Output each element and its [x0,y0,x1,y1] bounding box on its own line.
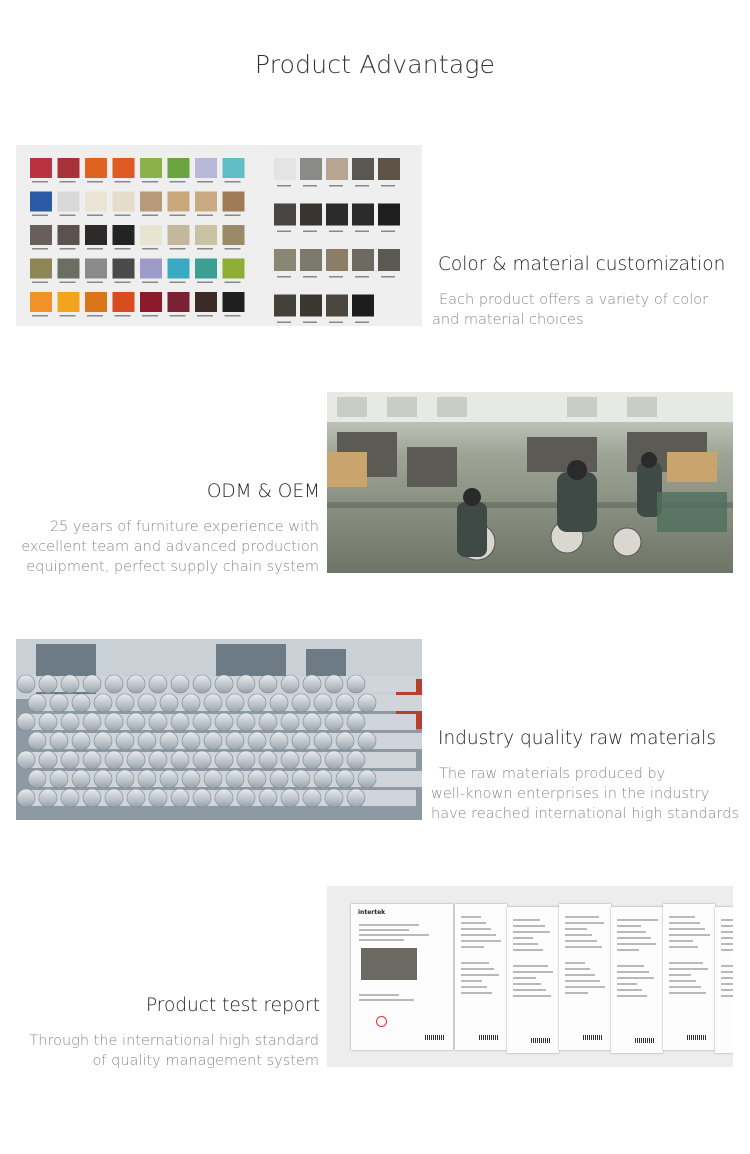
swatch-code-label [225,248,241,250]
swatch-code-label [142,215,158,217]
swatch-code-label [197,282,213,284]
aluminium-bar-end [237,789,255,807]
material-swatch [352,204,374,226]
aluminium-bar-end [237,675,255,693]
aluminium-bar-end [204,770,222,788]
swatch-code-label [32,315,48,317]
fabric-color-swatch [85,192,107,212]
fabric-color-swatch [58,292,80,312]
aluminium-bar-end [303,789,321,807]
fabric-color-swatch [168,259,190,279]
aluminium-bar-end [226,694,244,712]
section-title-color-material: Color & material customization [438,254,726,275]
desc-line: excellent team and advanced production [21,539,319,555]
aluminium-bar-end [17,751,35,769]
aluminium-bar-end [171,751,189,769]
aluminium-bar-end [303,751,321,769]
fabric-color-swatch [140,192,162,212]
aluminium-bar-end [237,751,255,769]
aluminium-bar-end [226,770,244,788]
aluminium-bar-end [39,751,57,769]
aluminium-bar-end [193,789,211,807]
aluminium-bar-end [215,675,233,693]
fabric-color-swatch [58,158,80,178]
fabric-color-swatch [30,158,52,178]
aluminium-bar-end [39,675,57,693]
aluminium-bar-end [248,694,266,712]
aluminium-bar-end [303,713,321,731]
aluminium-bar-end [325,789,343,807]
aluminium-bar-end [28,732,46,750]
material-swatch [378,158,400,180]
fabric-color-swatch [168,158,190,178]
aluminium-bar-end [160,694,178,712]
swatch-code-label [355,322,369,324]
aluminium-bar-end [347,789,365,807]
aluminium-bar-end [83,789,101,807]
swatch-code-label [60,248,76,250]
aluminium-bar-end [171,675,189,693]
swatch-code-label [87,282,103,284]
aluminium-bar-end [193,713,211,731]
aluminium-bar-end [138,770,156,788]
aluminium-bar-end [17,713,35,731]
fabric-color-swatch [113,292,135,312]
desc-line: and material choices [432,312,584,328]
material-swatch [326,204,348,226]
fabric-color-swatch [223,192,245,212]
aluminium-bar-end [116,770,134,788]
red-stamp [376,1016,387,1027]
material-swatch [352,249,374,271]
aluminium-bar-end [39,789,57,807]
swatch-code-label [170,315,186,317]
material-swatch [378,249,400,271]
fabric-color-swatch [58,225,80,245]
material-swatch [326,295,348,317]
fabric-color-swatch [113,259,135,279]
aluminium-bar-end [336,770,354,788]
report-document-page [611,907,663,1053]
swatch-code-label [225,315,241,317]
fabric-color-swatch [58,192,80,212]
desc-line: 25 years of furniture experience with [49,519,319,535]
swatch-code-label [87,248,103,250]
aluminium-bar-end [171,789,189,807]
swatch-code-label [329,185,343,187]
swatch-code-label [142,282,158,284]
aluminium-bar-end [281,751,299,769]
aluminium-bar-end [149,713,167,731]
swatch-code-label [303,322,317,324]
swatch-grid-graphic [16,145,422,326]
swatch-code-label [225,215,241,217]
swatch-code-label [329,276,343,278]
aluminium-bar-end [347,713,365,731]
aluminium-bar-end [292,694,310,712]
swatch-code-label [142,315,158,317]
aluminium-bar-end [259,713,277,731]
fabric-color-swatch [140,158,162,178]
aluminium-bar-end [182,770,200,788]
material-swatch [300,158,322,180]
swatch-code-label [60,282,76,284]
material-swatch [300,204,322,226]
fabric-color-swatch [85,158,107,178]
fabric-color-swatch [195,292,217,312]
aluminium-bar-end [94,694,112,712]
swatch-code-label [355,276,369,278]
section-desc-raw-materials [431,764,746,824]
aluminium-bar-end [270,770,288,788]
fabric-color-swatch [140,225,162,245]
aluminium-bar-end [149,675,167,693]
report-document-page [715,907,733,1053]
material-swatch [326,158,348,180]
aluminium-bar-end [292,732,310,750]
aluminium-bar-end [72,694,90,712]
swatch-code-label [381,231,395,233]
material-swatch [274,295,296,317]
fabric-color-swatch [223,292,245,312]
aluminium-bar-end [204,694,222,712]
swatch-code-label [115,181,131,183]
swatch-code-label [225,282,241,284]
aluminium-bar-end [116,732,134,750]
aluminium-bar-end [61,713,79,731]
report-document-page [663,904,715,1050]
swatch-code-label [87,215,103,217]
aluminium-bar-end [358,770,376,788]
swatch-code-label [303,231,317,233]
swatch-code-label [87,315,103,317]
page-title: Product Advantage [254,50,496,79]
aluminium-bar-end [149,789,167,807]
swatch-code-label [60,181,76,183]
aluminium-bar-end [215,789,233,807]
intertek-logo: intertek [358,909,386,916]
fabric-color-swatch [140,292,162,312]
swatch-code-label [329,322,343,324]
aluminium-bar-end [50,770,68,788]
aluminium-bar-end [138,694,156,712]
aluminium-bar-end [347,751,365,769]
swatch-code-label [277,276,291,278]
fabric-color-swatch [113,225,135,245]
swatch-code-label [115,282,131,284]
desc-line: equipment, perfect supply chain system [26,559,319,575]
fabric-color-swatch [30,225,52,245]
fabric-color-swatch [30,259,52,279]
aluminium-bar-end [325,675,343,693]
aluminium-bar-end [116,694,134,712]
aluminium-bar-end [226,732,244,750]
swatch-code-label [197,248,213,250]
aluminium-bar-end [28,694,46,712]
material-swatch [326,249,348,271]
desc-line: have reached international high standards [431,806,740,822]
aluminium-bar-end [72,770,90,788]
aluminium-bar-end [149,751,167,769]
swatch-code-label [355,231,369,233]
test-report-documents-image [327,886,733,1067]
section-desc-test-report [10,1031,319,1071]
aluminium-bar-end [105,713,123,731]
material-swatch [300,249,322,271]
fabric-color-swatch [85,292,107,312]
fabric-color-swatch [168,292,190,312]
swatch-code-label [115,248,131,250]
swatch-code-label [60,315,76,317]
swatch-code-label [170,282,186,284]
aluminium-bar-end [336,694,354,712]
report-document-cover [351,904,453,1050]
desc-line: Through the international high standard [29,1033,319,1049]
aluminium-bar-end [325,713,343,731]
aluminium-bar-end [17,789,35,807]
swatch-code-label [32,248,48,250]
aluminium-bar-end [281,675,299,693]
aluminium-bar-end [83,675,101,693]
swatch-code-label [60,215,76,217]
fabric-color-swatch [195,225,217,245]
aluminium-bar-end [314,732,332,750]
section-desc-odm-oem [10,517,319,577]
fabric-color-swatch [223,158,245,178]
factory-illustration [327,392,733,573]
fabric-color-swatch [195,192,217,212]
color-material-swatch-image [16,145,422,326]
aluminium-bar-end [215,713,233,731]
section-title-test-report: Product test report [145,995,320,1016]
aluminium-bar-end [325,751,343,769]
swatch-code-label [381,185,395,187]
swatch-code-label [225,181,241,183]
fabric-color-swatch [85,259,107,279]
aluminium-bar-end [83,713,101,731]
aluminium-bar-end [28,770,46,788]
fabric-color-swatch [85,225,107,245]
report-document-page [507,907,559,1053]
swatch-code-label [170,181,186,183]
aluminium-bar-end [127,713,145,731]
fabric-color-swatch [30,192,52,212]
aluminium-bar-end [270,694,288,712]
swatch-code-label [142,181,158,183]
aluminium-bar-end [94,732,112,750]
section-title-odm-oem: ODM & OEM [206,481,320,502]
fabric-color-swatch [113,192,135,212]
aluminium-bar-end [336,732,354,750]
aluminium-bar-end [17,675,35,693]
desc-line: Each product offers a variety of color [439,292,709,308]
swatch-code-label [277,322,291,324]
swatch-code-label [115,315,131,317]
desc-line: well-known enterprises in the industry [431,786,710,802]
aluminium-bar-end [83,751,101,769]
fabric-color-swatch [168,192,190,212]
aluminium-bar-end [105,675,123,693]
fabric-color-swatch [223,225,245,245]
fabric-color-swatch [195,259,217,279]
aluminium-bar-end [314,694,332,712]
aluminium-bar-end [127,675,145,693]
material-swatch [352,158,374,180]
swatch-code-label [32,181,48,183]
aluminium-bar-end [94,770,112,788]
material-swatch [274,158,296,180]
aluminium-bar-end [259,789,277,807]
aluminium-bar-end [61,751,79,769]
section-title-raw-materials: Industry quality raw materials [438,728,716,749]
aluminium-bar-end [270,732,288,750]
aluminium-bar-end [281,713,299,731]
aluminium-bar-end [259,751,277,769]
aluminium-bar-end [39,713,57,731]
material-swatch [300,295,322,317]
aluminium-bar-end [182,732,200,750]
aluminium-bar-end [358,694,376,712]
swatch-code-label [197,315,213,317]
aluminium-bar-end [281,789,299,807]
factory-workshop-photo [327,392,733,573]
material-swatch [274,249,296,271]
aluminium-bar-end [204,732,222,750]
aluminium-bar-end [50,732,68,750]
aluminium-bar-end [50,694,68,712]
product-photo [361,948,417,980]
aluminium-bar-end [160,732,178,750]
section-desc-color-material [432,290,732,330]
aluminium-raw-materials-photo [16,639,422,820]
aluminium-bar-end [61,789,79,807]
swatch-code-label [303,276,317,278]
report-document-page [559,904,611,1050]
aluminium-bar-end [182,694,200,712]
aluminium-bar-end [314,770,332,788]
aluminium-bars-illustration [16,639,422,820]
aluminium-bar-end [215,751,233,769]
swatch-code-label [197,181,213,183]
aluminium-bar-end [127,789,145,807]
report-document-page [455,904,507,1050]
aluminium-bar-end [61,675,79,693]
swatch-code-label [170,215,186,217]
aluminium-bar-end [171,713,189,731]
fabric-color-swatch [168,225,190,245]
aluminium-bar-end [303,675,321,693]
swatch-code-label [277,185,291,187]
aluminium-bar-end [193,751,211,769]
aluminium-bar-end [358,732,376,750]
material-swatch [352,295,374,317]
fabric-color-swatch [58,259,80,279]
aluminium-bar-end [248,770,266,788]
fabric-color-swatch [195,158,217,178]
fabric-color-swatch [140,259,162,279]
aluminium-bar-end [193,675,211,693]
fabric-color-swatch [30,292,52,312]
swatch-code-label [303,185,317,187]
swatch-code-label [32,282,48,284]
aluminium-bar-end [138,732,156,750]
desc-line: The raw materials produced by [439,766,666,782]
aluminium-bar-end [127,751,145,769]
aluminium-bar-end [237,713,255,731]
fabric-color-swatch [223,259,245,279]
aluminium-bar-end [105,789,123,807]
aluminium-bar-end [105,751,123,769]
swatch-code-label [142,248,158,250]
aluminium-bar-end [72,732,90,750]
material-swatch [274,204,296,226]
swatch-code-label [87,181,103,183]
swatch-code-label [115,215,131,217]
aluminium-bar-end [347,675,365,693]
aluminium-bar-end [292,770,310,788]
swatch-code-label [381,276,395,278]
aluminium-bar-end [248,732,266,750]
swatch-code-label [197,215,213,217]
swatch-code-label [329,231,343,233]
aluminium-bar-end [160,770,178,788]
aluminium-bar-end [259,675,277,693]
material-swatch [378,204,400,226]
swatch-code-label [277,231,291,233]
fabric-color-swatch [113,158,135,178]
swatch-code-label [355,185,369,187]
desc-line: of quality management system [92,1053,319,1069]
swatch-code-label [170,248,186,250]
swatch-code-label [32,215,48,217]
